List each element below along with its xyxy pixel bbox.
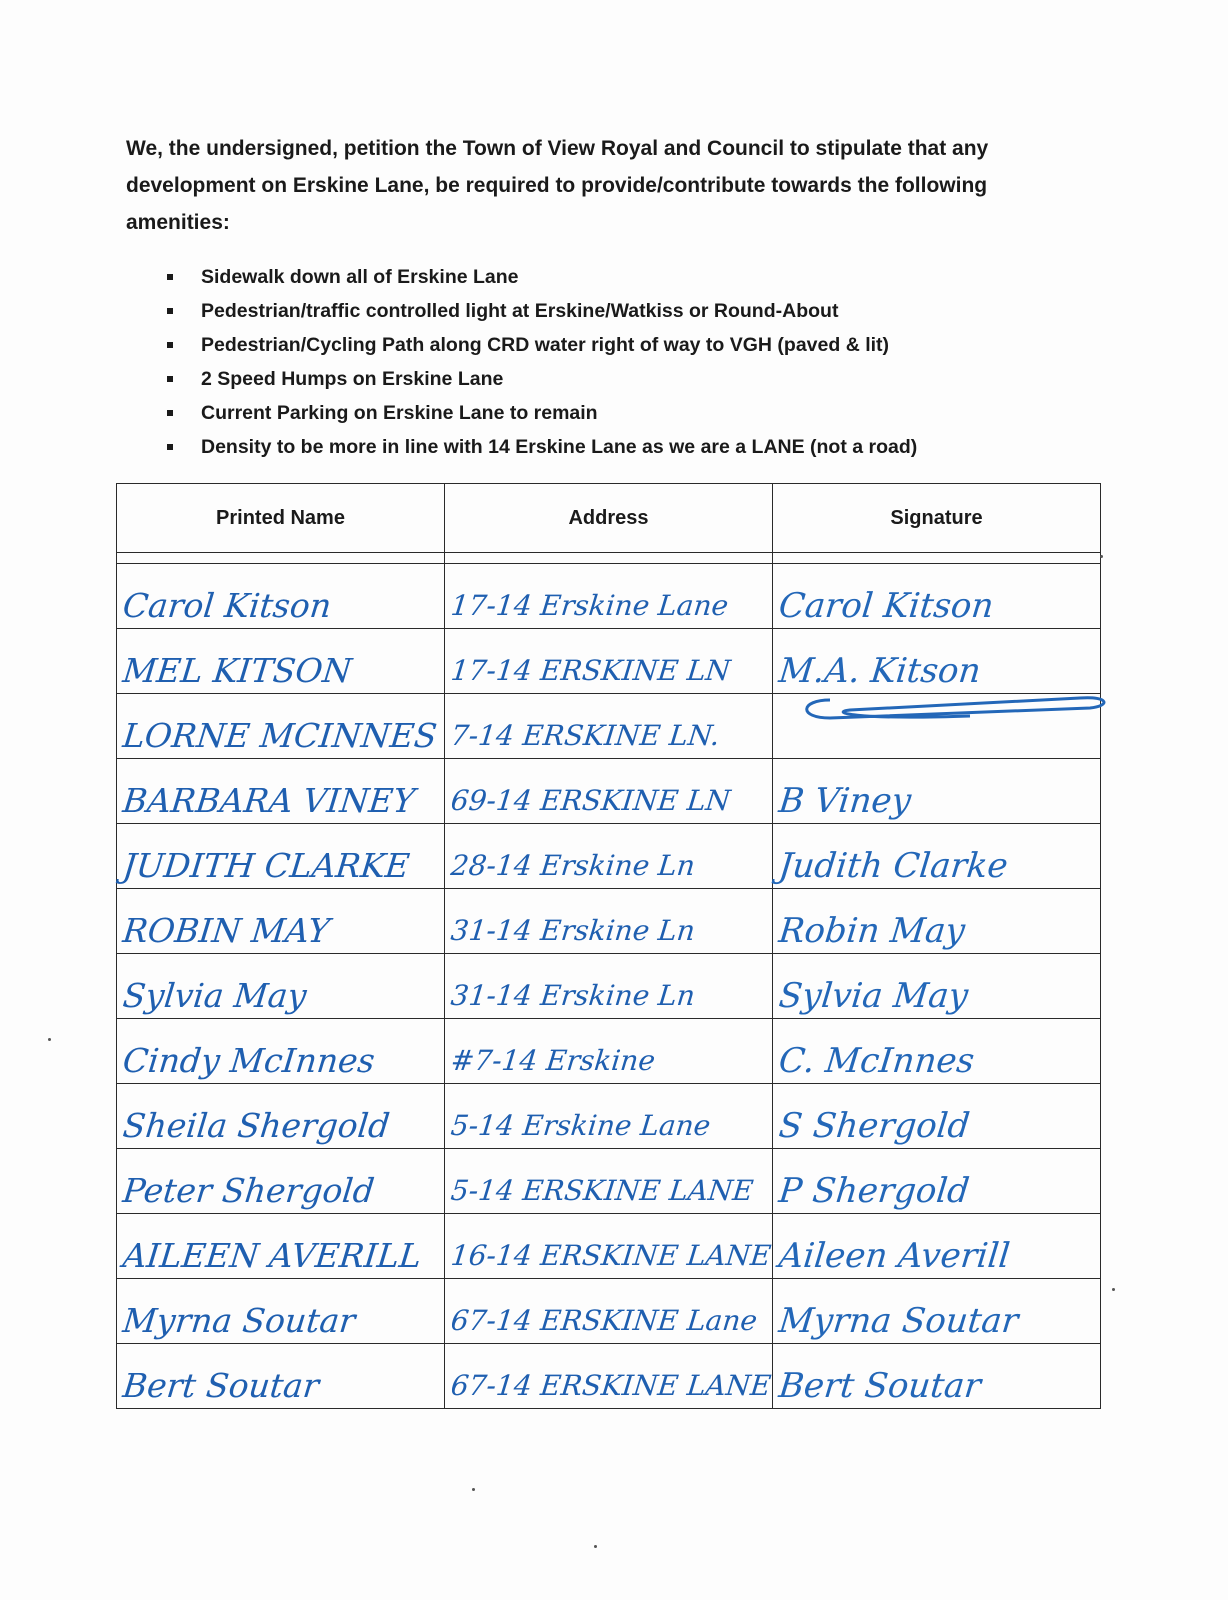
printed-name-text: BARBARA VINEY [121,781,417,820]
address-cell [445,1084,773,1149]
address-text: 17-14 Erskine Lane [449,589,730,622]
signature-cell [773,1149,1101,1214]
printed-name-cell [117,824,445,889]
printed-name-text: ROBIN MAY [121,911,332,950]
printed-name-cell [117,1019,445,1084]
address-text: 31-14 Erskine Ln [449,979,697,1012]
address-text: 17-14 ERSKINE LN [449,654,733,687]
printed-name-text: JUDITH CLARKE [121,846,412,885]
printed-name-text: AILEEN AVERILL [121,1236,424,1275]
amenity-list [163,260,1103,464]
signature-cell [773,759,1101,824]
amenity-item: 2 Speed Humps on Erskine Lane [163,362,1103,396]
signature-text: Myrna Soutar [776,1301,1021,1341]
table-row [117,1149,1101,1214]
printed-name-text: Sylvia May [121,976,309,1015]
printed-name-cell [117,1279,445,1344]
signature-cell [773,1279,1101,1344]
bullet-icon [167,274,173,280]
printed-name-cell [117,954,445,1019]
address-cell [445,1279,773,1344]
paper-speck [48,1038,51,1041]
address-cell [445,759,773,824]
address-cell [445,1344,773,1409]
signature-cell [773,1214,1101,1279]
table-header-row [117,484,1101,553]
signature-text: Carol Kitson [776,586,996,626]
header-address: Address [445,484,773,553]
printed-name-cell [117,629,445,694]
printed-name-cell [117,1344,445,1409]
paper-speck [1112,1288,1115,1291]
printed-name-cell [117,1149,445,1214]
signature-cell [773,694,1101,759]
amenity-item: Pedestrian/Cycling Path along CRD water right of way to VGH (paved & lit) [163,328,1103,362]
address-cell [445,1019,773,1084]
address-text: 7-14 ERSKINE LN. [449,719,722,752]
spacer-row [117,553,1101,564]
header-signature: Signature [773,484,1101,553]
signature-text: Bert Soutar [776,1366,983,1406]
amenity-item: Sidewalk down all of Erskine Lane [163,260,1103,294]
address-cell [445,1149,773,1214]
address-cell [445,694,773,759]
address-cell [445,1214,773,1279]
signature-text: P Shergold [776,1171,972,1211]
signature-text: M.A. Kitson [776,651,983,691]
printed-name-text: Sheila Shergold [121,1106,392,1145]
table-row [117,954,1101,1019]
signature-text: Robin May [776,911,967,951]
signature-text: B Viney [776,781,913,821]
bullet-icon [167,308,173,314]
header-printed-name: Printed Name [117,484,445,553]
printed-name-text: MEL KITSON [121,651,354,690]
bullet-icon [167,444,173,450]
paper-speck [1100,555,1103,558]
table-row [117,564,1101,629]
address-text: 5-14 Erskine Lane [449,1109,713,1142]
signature-cell [773,824,1101,889]
bullet-icon [167,410,173,416]
signature-cell [773,954,1101,1019]
address-cell [445,629,773,694]
signature-cell [773,1019,1101,1084]
printed-name-cell [117,564,445,629]
table-row [117,1344,1101,1409]
printed-name-text: Bert Soutar [121,1366,321,1405]
paper-speck [472,1488,475,1491]
address-cell [445,889,773,954]
signature-text: S Shergold [776,1106,972,1146]
bullet-icon [167,342,173,348]
signature-cell [773,629,1101,694]
signature-text: Aileen Averill [776,1236,1012,1276]
address-text: 69-14 ERSKINE LN [449,784,733,817]
signature-rows [117,553,1101,1409]
amenity-item: Current Parking on Erskine Lane to remain [163,396,1103,430]
table-row [117,629,1101,694]
signature-table [116,483,1101,1409]
amenity-item: Pedestrian/traffic controlled light at Erskine/Watkiss or Round-About [163,294,1103,328]
printed-name-cell [117,889,445,954]
address-text: 67-14 ERSKINE Lane [449,1304,759,1337]
signature-text: Sylvia May [776,976,970,1016]
address-cell [445,954,773,1019]
printed-name-text: Cindy McInnes [121,1041,377,1080]
signature-text: Judith Clarke [776,846,1010,886]
address-text: 28-14 Erskine Ln [449,849,697,882]
address-text: 67-14 ERSKINE LANE [449,1369,773,1402]
table-row [117,694,1101,759]
printed-name-cell [117,759,445,824]
paper-speck [594,1545,597,1548]
printed-name-text: LORNE MCINNES [121,716,439,755]
printed-name-text: Myrna Soutar [121,1301,358,1340]
table-row [117,1019,1101,1084]
address-text: 5-14 ERSKINE LANE [449,1174,755,1207]
address-text: #7-14 Erskine [449,1044,657,1077]
table-row [117,1214,1101,1279]
signature-text: C. McInnes [776,1041,977,1081]
petition-intro: We, the undersigned, petition the Town of View Royal and Council to stipulate that any development on Erskine Lane, be required to provide/contribute towards the following amenities: [126,137,989,234]
signature-cell [773,889,1101,954]
amenity-item: Density to be more in line with 14 Erskine Lane as we are a LANE (not a road) [163,430,1103,464]
printed-name-cell [117,1084,445,1149]
printed-name-cell [117,1214,445,1279]
printed-name-cell [117,694,445,759]
printed-name-text: Carol Kitson [121,586,334,625]
signature-cell [773,1344,1101,1409]
table-row [117,759,1101,824]
table-row [117,1279,1101,1344]
address-cell [445,824,773,889]
table-row [117,1084,1101,1149]
address-text: 31-14 Erskine Ln [449,914,697,947]
signature-cell [773,1084,1101,1149]
signature-cell [773,564,1101,629]
address-cell [445,564,773,629]
address-text: 16-14 ERSKINE LANE [449,1239,773,1272]
table-row [117,824,1101,889]
table-row [117,889,1101,954]
bullet-icon [167,376,173,382]
printed-name-text: Peter Shergold [121,1171,377,1210]
